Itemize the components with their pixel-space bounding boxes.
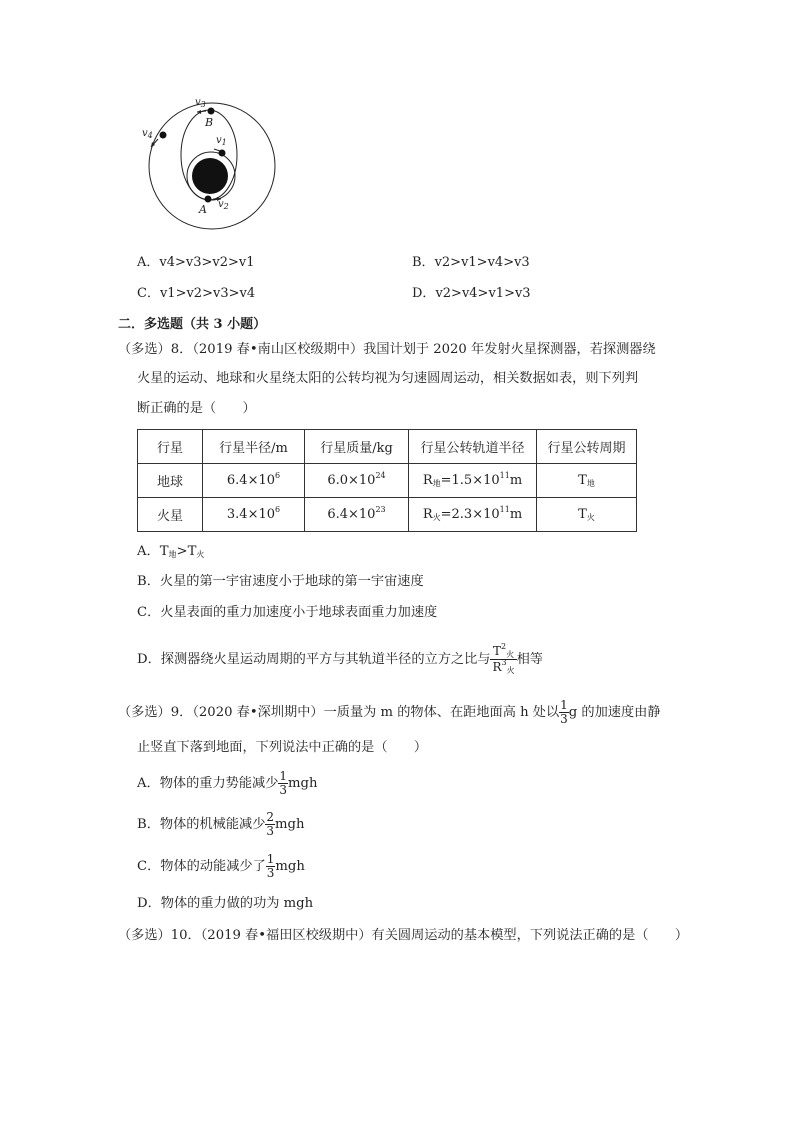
- table-cell: $R_地=1.5\times 10^{11}m$: [409, 464, 537, 498]
- table-cell: 火星: [138, 498, 203, 532]
- fraction: $\frac{1}{3}$: [279, 769, 288, 797]
- fraction: $\frac{1}{3}$: [560, 698, 568, 726]
- table-header: 行星: [138, 430, 203, 464]
- label-v2: $v_2$: [218, 199, 229, 211]
- table-cell: $6.4\times 10^{23}$: [305, 498, 409, 532]
- label-v1: $v_1$: [216, 135, 227, 147]
- table-cell: $T_地$: [537, 464, 637, 498]
- planet: [192, 158, 228, 194]
- fraction: $\frac{2}{3}$: [266, 810, 275, 838]
- q9-option-c: C．物体的动能减少了 $\frac{1}{3}$ mgh: [137, 852, 305, 880]
- q7-option-b: B．v2>v1>v4>v3: [412, 255, 530, 270]
- table-header: 行星公转轨道半径: [409, 430, 537, 464]
- table-cell: $R_火=2.3\times 10^{11}m$: [409, 498, 537, 532]
- label-v4: $v_4$: [142, 128, 153, 140]
- v1-arrow: [214, 149, 220, 151]
- q7-option-a: A．v4>v3>v2>v1: [137, 255, 255, 270]
- table-cell: $6.0\times 10^{24}$: [305, 464, 409, 498]
- table-cell: $T_火$: [537, 498, 637, 532]
- point-A-dot: [205, 196, 212, 203]
- q10-line-1: （多选）10．（2019 春•福田区校级期中）有关圆周运动的基本模型，下列说法正确的是（ ）: [118, 928, 689, 943]
- v4-satellite-dot: [160, 132, 167, 139]
- q8-option-a: A．$T_地>T_火$: [137, 544, 205, 559]
- q8-line-2: 火星的运动、地球和火星绕太阳的公转均视为匀速圆周运动，相关数据如表，则下列判: [137, 371, 639, 386]
- table-cell: 地球: [138, 464, 203, 498]
- q8-option-b: B．火星的第一宇宙速度小于地球的第一宇宙速度: [137, 574, 424, 589]
- label-A: A: [199, 203, 207, 216]
- table-header: 行星质量/kg: [305, 430, 409, 464]
- q9-option-b: B．物体的机械能减少 $\frac{2}{3}$ mgh: [137, 810, 305, 838]
- q9-line-1: （多选）9．（2020 春•深圳期中）一质量为 m 的物体、在距地面高 h 处以 $\frac{1}{3}$ g 的加速度由静: [118, 698, 661, 726]
- q8-option-d: D．探测器绕火星运动周期的平方与其轨道半径的立方之比与 $\frac{T^2_火}{R^3_火}$ 相等: [137, 642, 543, 675]
- section-title: 二．多选题（共 3 小题）: [118, 317, 267, 332]
- q8-line-1: （多选）8．（2019 春•南山区校级期中）我国计划于 2020 年发射火星探测器，若探测器绕: [118, 342, 656, 357]
- table-header-row: [138, 430, 637, 464]
- fraction: $\frac{1}{3}$: [266, 852, 275, 880]
- q9-option-d: D．物体的重力做的功为 mgh: [137, 896, 314, 911]
- q9-option-a: A．物体的重力势能减少 $\frac{1}{3}$ mgh: [137, 769, 318, 797]
- q9-line-2: 止竖直下落到地面，下列说法中正确的是（ ）: [137, 740, 428, 755]
- ratio-fraction: $\frac{T^2_火}{R^3_火}$: [492, 642, 515, 675]
- table-header: 行星公转周期: [537, 430, 637, 464]
- q8-option-c: C．火星表面的重力加速度小于地球表面重力加速度: [137, 605, 438, 620]
- point-B-dot: [208, 108, 215, 115]
- label-v3: $v_3$: [195, 97, 206, 109]
- table-header: 行星半径/m: [203, 430, 305, 464]
- table-row: [138, 498, 637, 532]
- table-cell: $3.4\times 10^6$: [203, 498, 305, 532]
- q7-option-d: D．v2>v4>v1>v3: [412, 286, 531, 301]
- planet-data-table: [137, 429, 637, 532]
- q7-option-c: C．v1>v2>v3>v4: [137, 286, 256, 301]
- label-B: B: [205, 116, 214, 129]
- table-cell: $6.4\times 10^6$: [203, 464, 305, 498]
- table-row: [138, 464, 637, 498]
- q8-line-3: 断正确的是（ ）: [137, 401, 256, 416]
